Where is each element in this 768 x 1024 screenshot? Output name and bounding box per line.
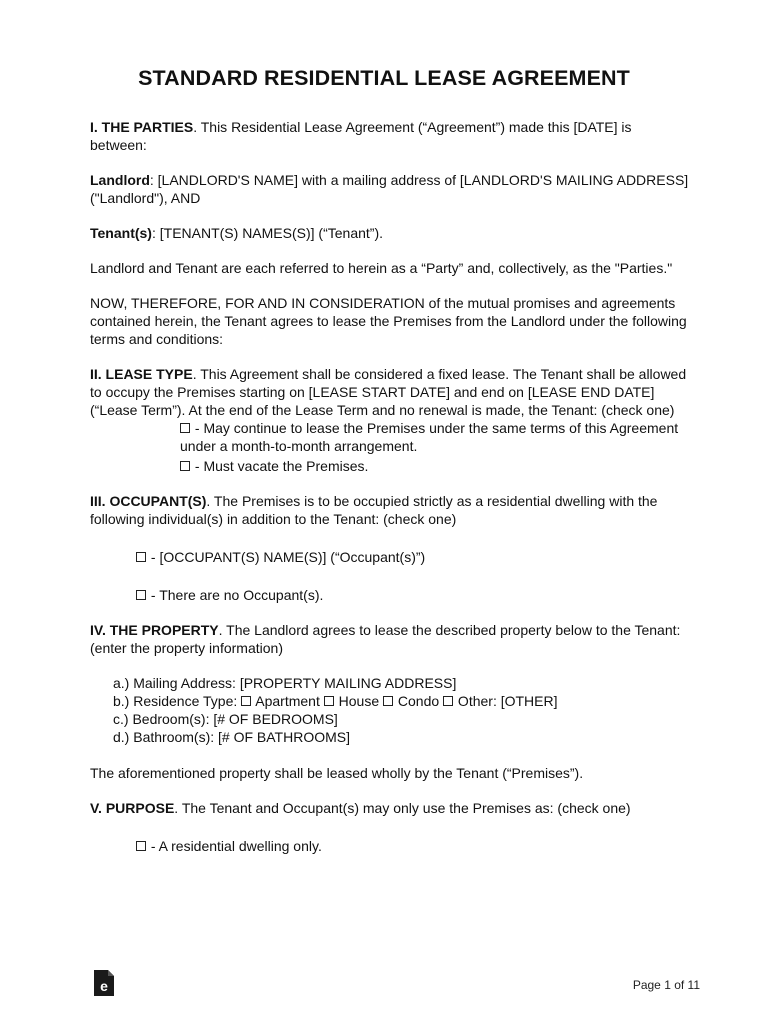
purpose-heading: V. PURPOSE xyxy=(90,800,175,816)
consideration-paragraph: NOW, THEREFORE, FOR AND IN CONSIDERATION of the mutual promises and agreements contained herein, the Tenant agrees to lease the Premises from the Landlord under the following terms and conditions: xyxy=(90,295,687,347)
landlord-paragraph xyxy=(90,171,690,207)
lease-option-vacate xyxy=(90,457,690,475)
parties-text: . This Residential Lease Agreement (“Agreement”) made this [DATE] is between: xyxy=(90,119,632,153)
purpose-text: . The Tenant and Occupant(s) may only use the Premises as: (check one) xyxy=(174,800,631,816)
lease-option-month-to-month xyxy=(90,419,690,455)
checkbox-icon[interactable] xyxy=(136,552,146,562)
residence-other: Other: [OTHER] xyxy=(454,693,558,709)
landlord-label: Landlord xyxy=(90,172,150,188)
property-bathrooms: d.) Bathroom(s): [# OF BATHROOMS] xyxy=(113,729,351,745)
residence-condo: Condo xyxy=(394,693,444,709)
tenant-label: Tenant(s) xyxy=(90,225,152,241)
occupants-paragraph xyxy=(90,492,690,528)
checkbox-icon[interactable] xyxy=(443,696,453,706)
eforms-logo-icon xyxy=(94,970,114,996)
residence-type-label: b.) Residence Type: xyxy=(113,693,242,709)
checkbox-icon[interactable] xyxy=(241,696,251,706)
premises-paragraph: The aforementioned property shall be leased wholly by the Tenant (“Premises”). xyxy=(90,765,584,781)
property-residence-type xyxy=(90,692,690,710)
lease-type-text: . This Agreement shall be considered a fixed lease. The Tenant shall be allowed to occupy the Premises starting on [LEASE START DATE] and end on [LEASE END DATE] (“Lease Term”). At the end of the Lease Term and no renewal is made, the Tenant: (check one) xyxy=(90,366,687,418)
purpose-option1-text: - A residential dwelling only. xyxy=(147,838,322,854)
lease-option2-text: - Must vacate the Premises. xyxy=(191,458,369,474)
purpose-option-residential xyxy=(90,837,690,855)
tenant-text: : [TENANT(S) NAMES(S)] (“Tenant”). xyxy=(151,225,383,241)
checkbox-icon[interactable] xyxy=(136,841,146,851)
property-heading: IV. THE PROPERTY xyxy=(90,622,219,638)
property-paragraph xyxy=(90,621,690,657)
lease-type-paragraph xyxy=(90,365,690,419)
parties-paragraph xyxy=(90,118,690,154)
property-mailing-address: a.) Mailing Address: [PROPERTY MAILING ADDRESS] xyxy=(113,675,457,691)
checkbox-icon[interactable] xyxy=(136,590,146,600)
property-bedrooms: c.) Bedroom(s): [# OF BEDROOMS] xyxy=(113,711,338,727)
parties-heading: I. THE PARTIES xyxy=(90,119,194,135)
occupant-option1-text: - [OCCUPANT(S) NAME(S)] (“Occupant(s)”) xyxy=(147,549,426,565)
checkbox-icon[interactable] xyxy=(180,461,190,471)
lease-option1-text: - May continue to lease the Premises under the same terms of this Agreement under a month-to-month arrangement. xyxy=(180,420,679,454)
document-body xyxy=(90,118,690,855)
occupant-option-none xyxy=(90,586,690,604)
residence-house: House xyxy=(334,693,383,709)
checkbox-icon[interactable] xyxy=(324,696,334,706)
page-number: Page 1 of 11 xyxy=(632,978,700,992)
checkbox-icon[interactable] xyxy=(383,696,393,706)
purpose-paragraph xyxy=(90,799,690,817)
residence-apartment: Apartment xyxy=(252,693,324,709)
landlord-text: : [LANDLORD'S NAME] with a mailing address of [LANDLORD'S MAILING ADDRESS] ("Landlord"), AND xyxy=(90,172,689,206)
document-title: STANDARD RESIDENTIAL LEASE AGREEMENT xyxy=(138,66,630,90)
party-definition-paragraph: Landlord and Tenant are each referred to herein as a “Party” and, collectively, as the "Parties." xyxy=(90,260,673,276)
occupants-text: . The Premises is to be occupied strictly as a residential dwelling with the following individual(s) in addition to the Tenant: (check one) xyxy=(90,493,658,527)
tenant-paragraph xyxy=(90,224,690,242)
occupant-option-names xyxy=(90,548,690,566)
property-text: . The Landlord agrees to lease the described property below to the Tenant: (enter the property information) xyxy=(90,622,681,656)
occupants-heading: III. OCCUPANT(S) xyxy=(90,493,207,509)
occupant-option2-text: - There are no Occupant(s). xyxy=(147,587,324,603)
lease-type-heading: II. LEASE TYPE xyxy=(90,366,193,382)
svg-text:e: e xyxy=(100,978,108,994)
checkbox-icon[interactable] xyxy=(180,423,190,433)
